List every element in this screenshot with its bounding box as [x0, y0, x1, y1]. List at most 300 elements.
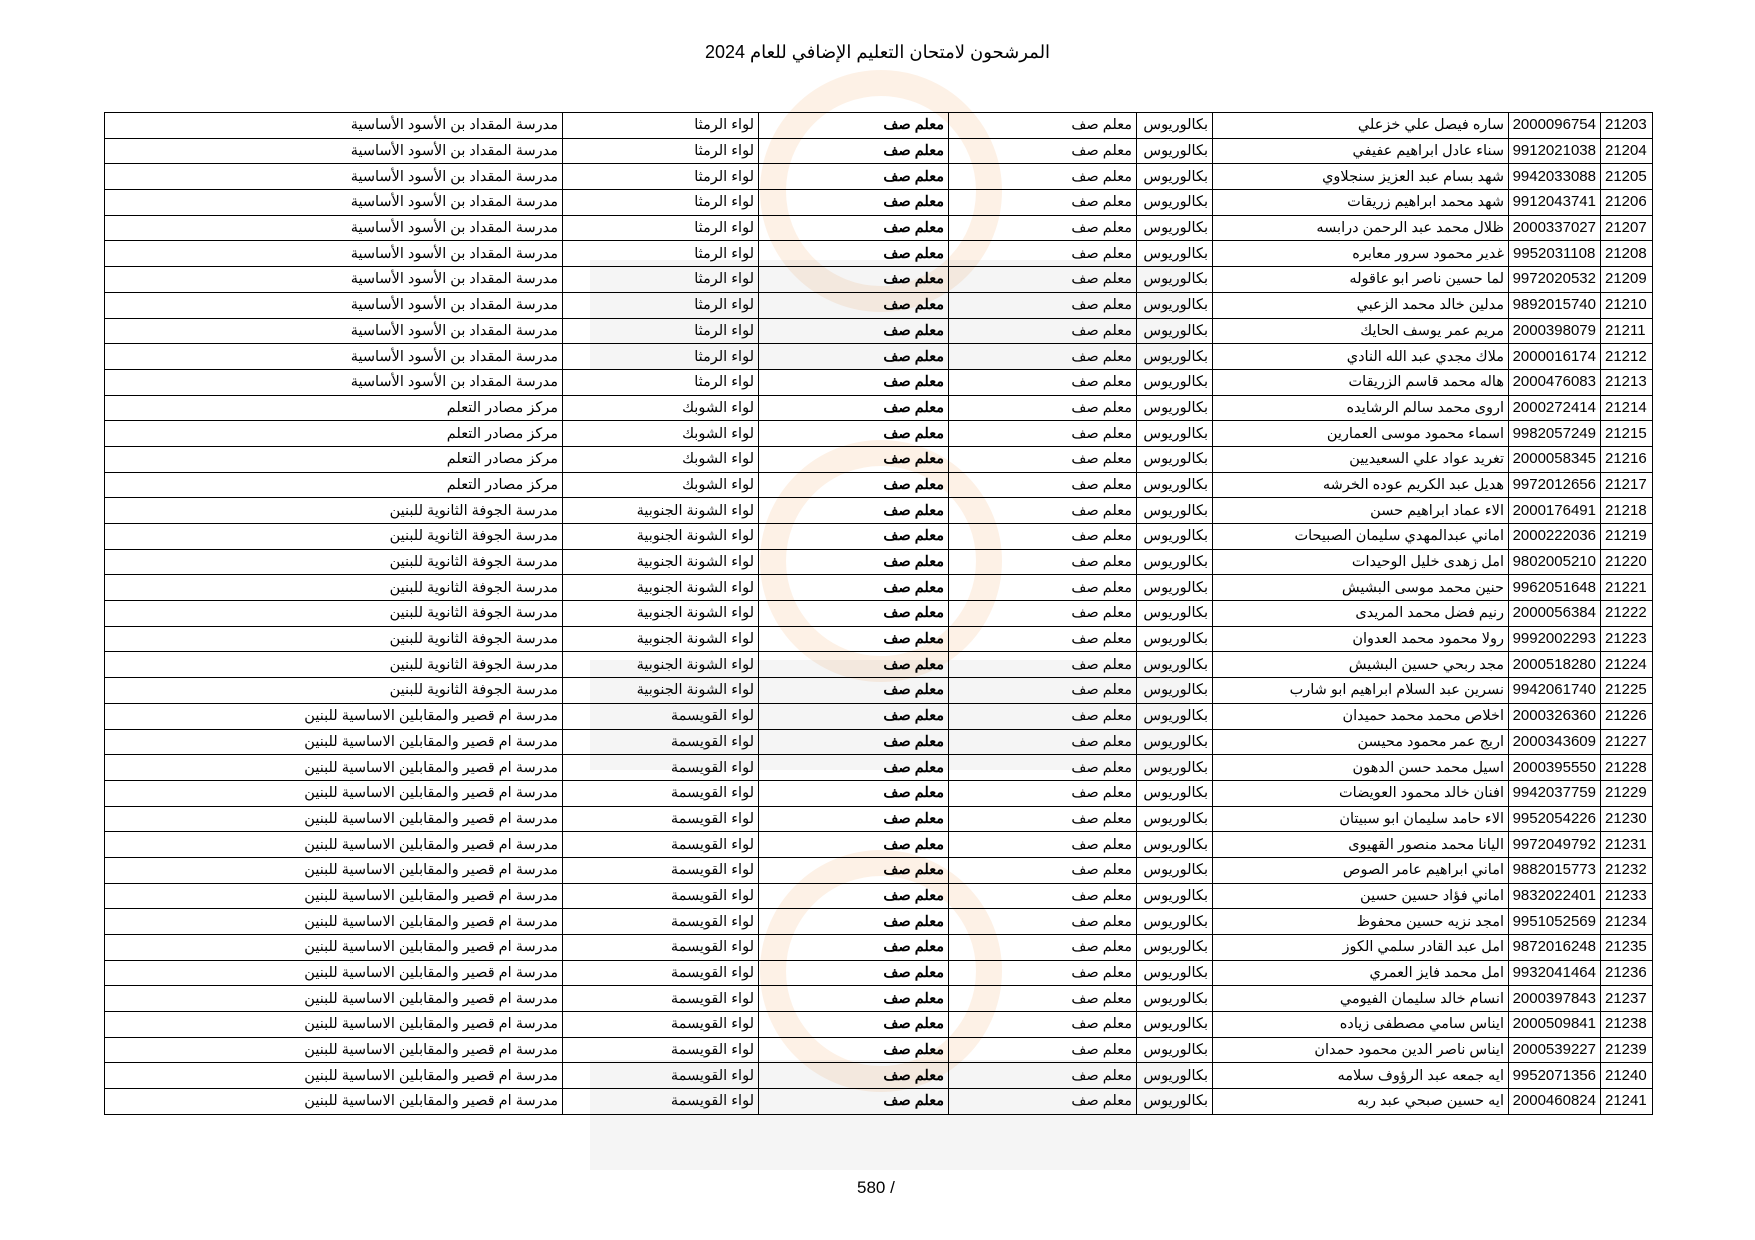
- national-id-cell: 2000326360: [1509, 703, 1601, 729]
- district-cell: لواء القويسمة: [563, 703, 759, 729]
- exam-center-cell: مدرسة المقداد بن الأسود الأساسية: [105, 215, 563, 241]
- exam-center-cell: مدرسة الجوفة الثانوية للبنين: [105, 678, 563, 704]
- specialization-cell: معلم صف: [949, 241, 1137, 267]
- degree-cell: بكالوريوس: [1137, 935, 1213, 961]
- seat-number-cell: 21239: [1601, 1037, 1653, 1063]
- district-cell: لواء الرمثا: [563, 344, 759, 370]
- district-cell: لواء الشونة الجنوبية: [563, 601, 759, 627]
- exam-center-cell: مركز مصادر التعلم: [105, 421, 563, 447]
- table-row: [105, 729, 1653, 755]
- district-cell: لواء الشونة الجنوبية: [563, 626, 759, 652]
- degree-cell: بكالوريوس: [1137, 318, 1213, 344]
- exam-center-cell: مدرسة ام قصير والمقابلين الاساسية للبنين: [105, 780, 563, 806]
- exam-subject-cell: معلم صف: [759, 703, 949, 729]
- degree-cell: بكالوريوس: [1137, 292, 1213, 318]
- exam-center-cell: مدرسة ام قصير والمقابلين الاساسية للبنين: [105, 883, 563, 909]
- degree-cell: بكالوريوس: [1137, 832, 1213, 858]
- district-cell: لواء الشونة الجنوبية: [563, 498, 759, 524]
- exam-center-cell: مدرسة الجوفة الثانوية للبنين: [105, 575, 563, 601]
- district-cell: لواء القويسمة: [563, 1089, 759, 1115]
- specialization-cell: معلم صف: [949, 1037, 1137, 1063]
- specialization-cell: معلم صف: [949, 626, 1137, 652]
- exam-center-cell: مدرسة ام قصير والمقابلين الاساسية للبنين: [105, 832, 563, 858]
- national-id-cell: 2000539227: [1509, 1037, 1601, 1063]
- seat-number-cell: 21222: [1601, 601, 1653, 627]
- degree-cell: بكالوريوس: [1137, 909, 1213, 935]
- candidate-name-cell: اماني ابراهيم عامر الصوص: [1213, 857, 1509, 883]
- seat-number-cell: 21208: [1601, 241, 1653, 267]
- table-row: [105, 780, 1653, 806]
- degree-cell: بكالوريوس: [1137, 986, 1213, 1012]
- exam-center-cell: مدرسة ام قصير والمقابلين الاساسية للبنين: [105, 1063, 563, 1089]
- seat-number-cell: 21229: [1601, 780, 1653, 806]
- specialization-cell: معلم صف: [949, 960, 1137, 986]
- exam-subject-cell: معلم صف: [759, 549, 949, 575]
- national-id-cell: 2000096754: [1509, 113, 1601, 139]
- district-cell: لواء القويسمة: [563, 960, 759, 986]
- table-row: [105, 215, 1653, 241]
- specialization-cell: معلم صف: [949, 190, 1137, 216]
- national-id-cell: 9802005210: [1509, 549, 1601, 575]
- degree-cell: بكالوريوس: [1137, 190, 1213, 216]
- degree-cell: بكالوريوس: [1137, 729, 1213, 755]
- table-row: [105, 267, 1653, 293]
- specialization-cell: معلم صف: [949, 549, 1137, 575]
- district-cell: لواء الرمثا: [563, 267, 759, 293]
- table-row: [105, 1037, 1653, 1063]
- seat-number-cell: 21209: [1601, 267, 1653, 293]
- seat-number-cell: 21217: [1601, 472, 1653, 498]
- exam-center-cell: مدرسة الجوفة الثانوية للبنين: [105, 498, 563, 524]
- exam-center-cell: مدرسة ام قصير والمقابلين الاساسية للبنين: [105, 909, 563, 935]
- seat-number-cell: 21227: [1601, 729, 1653, 755]
- degree-cell: بكالوريوس: [1137, 806, 1213, 832]
- degree-cell: بكالوريوس: [1137, 703, 1213, 729]
- seat-number-cell: 21230: [1601, 806, 1653, 832]
- specialization-cell: معلم صف: [949, 498, 1137, 524]
- seat-number-cell: 21233: [1601, 883, 1653, 909]
- exam-center-cell: مدرسة المقداد بن الأسود الأساسية: [105, 113, 563, 139]
- exam-subject-cell: معلم صف: [759, 472, 949, 498]
- national-id-cell: 9912021038: [1509, 138, 1601, 164]
- degree-cell: بكالوريوس: [1137, 498, 1213, 524]
- candidates-table: [104, 112, 1653, 1115]
- specialization-cell: معلم صف: [949, 472, 1137, 498]
- exam-center-cell: مدرسة المقداد بن الأسود الأساسية: [105, 292, 563, 318]
- seat-number-cell: 21232: [1601, 857, 1653, 883]
- exam-subject-cell: معلم صف: [759, 832, 949, 858]
- national-id-cell: 2000460824: [1509, 1089, 1601, 1115]
- district-cell: لواء الرمثا: [563, 318, 759, 344]
- exam-center-cell: مدرسة الجوفة الثانوية للبنين: [105, 601, 563, 627]
- national-id-cell: 2000395550: [1509, 755, 1601, 781]
- district-cell: لواء الرمثا: [563, 241, 759, 267]
- exam-center-cell: مدرسة الجوفة الثانوية للبنين: [105, 524, 563, 550]
- candidate-name-cell: امل زهدى خليل الوحيدات: [1213, 549, 1509, 575]
- exam-center-cell: مركز مصادر التعلم: [105, 472, 563, 498]
- exam-center-cell: مركز مصادر التعلم: [105, 446, 563, 472]
- seat-number-cell: 21212: [1601, 344, 1653, 370]
- national-id-cell: 9912043741: [1509, 190, 1601, 216]
- national-id-cell: 9982057249: [1509, 421, 1601, 447]
- national-id-cell: 9952054226: [1509, 806, 1601, 832]
- exam-subject-cell: معلم صف: [759, 960, 949, 986]
- exam-subject-cell: معلم صف: [759, 626, 949, 652]
- candidate-name-cell: حنين محمد موسى البشيش: [1213, 575, 1509, 601]
- seat-number-cell: 21223: [1601, 626, 1653, 652]
- exam-center-cell: مدرسة ام قصير والمقابلين الاساسية للبنين: [105, 729, 563, 755]
- candidate-name-cell: مجد ربحي حسين البشيش: [1213, 652, 1509, 678]
- exam-subject-cell: معلم صف: [759, 241, 949, 267]
- district-cell: لواء القويسمة: [563, 1012, 759, 1038]
- exam-subject-cell: معلم صف: [759, 344, 949, 370]
- district-cell: لواء القويسمة: [563, 857, 759, 883]
- exam-subject-cell: معلم صف: [759, 1063, 949, 1089]
- table-row: [105, 678, 1653, 704]
- national-id-cell: 9952031108: [1509, 241, 1601, 267]
- seat-number-cell: 21238: [1601, 1012, 1653, 1038]
- seat-number-cell: 21221: [1601, 575, 1653, 601]
- candidate-name-cell: لما حسين ناصر ابو عاقوله: [1213, 267, 1509, 293]
- degree-cell: بكالوريوس: [1137, 395, 1213, 421]
- table-row: [105, 626, 1653, 652]
- specialization-cell: معلم صف: [949, 395, 1137, 421]
- exam-center-cell: مدرسة ام قصير والمقابلين الاساسية للبنين: [105, 1012, 563, 1038]
- exam-center-cell: مدرسة المقداد بن الأسود الأساسية: [105, 190, 563, 216]
- exam-center-cell: مدرسة ام قصير والمقابلين الاساسية للبنين: [105, 755, 563, 781]
- specialization-cell: معلم صف: [949, 601, 1137, 627]
- exam-subject-cell: معلم صف: [759, 318, 949, 344]
- exam-subject-cell: معلم صف: [759, 190, 949, 216]
- national-id-cell: 2000343609: [1509, 729, 1601, 755]
- specialization-cell: معلم صف: [949, 1063, 1137, 1089]
- exam-center-cell: مدرسة المقداد بن الأسود الأساسية: [105, 369, 563, 395]
- national-id-cell: 9962051648: [1509, 575, 1601, 601]
- candidate-name-cell: مريم عمر يوسف الحايك: [1213, 318, 1509, 344]
- candidate-name-cell: ايناس سامي مصطفى زياده: [1213, 1012, 1509, 1038]
- table-row: [105, 524, 1653, 550]
- national-id-cell: 9992002293: [1509, 626, 1601, 652]
- specialization-cell: معلم صف: [949, 164, 1137, 190]
- national-id-cell: 9942061740: [1509, 678, 1601, 704]
- degree-cell: بكالوريوس: [1137, 1089, 1213, 1115]
- national-id-cell: 2000397843: [1509, 986, 1601, 1012]
- candidate-name-cell: ايه حسين صبحي عبد ربه: [1213, 1089, 1509, 1115]
- specialization-cell: معلم صف: [949, 215, 1137, 241]
- seat-number-cell: 21219: [1601, 524, 1653, 550]
- exam-subject-cell: معلم صف: [759, 215, 949, 241]
- degree-cell: بكالوريوس: [1137, 780, 1213, 806]
- national-id-cell: 9972020532: [1509, 267, 1601, 293]
- seat-number-cell: 21213: [1601, 369, 1653, 395]
- national-id-cell: 9942037759: [1509, 780, 1601, 806]
- exam-subject-cell: معلم صف: [759, 1089, 949, 1115]
- candidate-name-cell: اريج عمر محمود محيسن: [1213, 729, 1509, 755]
- exam-center-cell: مدرسة ام قصير والمقابلين الاساسية للبنين: [105, 935, 563, 961]
- district-cell: لواء القويسمة: [563, 729, 759, 755]
- national-id-cell: 2000509841: [1509, 1012, 1601, 1038]
- national-id-cell: 9872016248: [1509, 935, 1601, 961]
- degree-cell: بكالوريوس: [1137, 1063, 1213, 1089]
- exam-subject-cell: معلم صف: [759, 678, 949, 704]
- exam-subject-cell: معلم صف: [759, 935, 949, 961]
- specialization-cell: معلم صف: [949, 678, 1137, 704]
- table-row: [105, 344, 1653, 370]
- district-cell: لواء الرمثا: [563, 164, 759, 190]
- degree-cell: بكالوريوس: [1137, 1037, 1213, 1063]
- candidate-name-cell: امل عبد القادر سلمي الكوز: [1213, 935, 1509, 961]
- exam-center-cell: مدرسة المقداد بن الأسود الأساسية: [105, 344, 563, 370]
- exam-center-cell: مدرسة ام قصير والمقابلين الاساسية للبنين: [105, 960, 563, 986]
- specialization-cell: معلم صف: [949, 1089, 1137, 1115]
- district-cell: لواء القويسمة: [563, 755, 759, 781]
- table-row: [105, 164, 1653, 190]
- candidate-name-cell: امجد نزيه حسين محفوظ: [1213, 909, 1509, 935]
- candidate-name-cell: ملاك مجدي عبد الله النادي: [1213, 344, 1509, 370]
- seat-number-cell: 21214: [1601, 395, 1653, 421]
- national-id-cell: 9952071356: [1509, 1063, 1601, 1089]
- specialization-cell: معلم صف: [949, 806, 1137, 832]
- exam-center-cell: مدرسة المقداد بن الأسود الأساسية: [105, 138, 563, 164]
- table-row: [105, 446, 1653, 472]
- degree-cell: بكالوريوس: [1137, 601, 1213, 627]
- specialization-cell: معلم صف: [949, 935, 1137, 961]
- table-row: [105, 1063, 1653, 1089]
- candidate-name-cell: نسرين عبد السلام ابراهيم ابو شارب: [1213, 678, 1509, 704]
- candidate-name-cell: هديل عبد الكريم عوده الخرشه: [1213, 472, 1509, 498]
- degree-cell: بكالوريوس: [1137, 626, 1213, 652]
- table-row: [105, 498, 1653, 524]
- table-row: [105, 986, 1653, 1012]
- national-id-cell: 2000058345: [1509, 446, 1601, 472]
- specialization-cell: معلم صف: [949, 267, 1137, 293]
- exam-subject-cell: معلم صف: [759, 369, 949, 395]
- specialization-cell: معلم صف: [949, 421, 1137, 447]
- exam-subject-cell: معلم صف: [759, 164, 949, 190]
- table-row: [105, 909, 1653, 935]
- district-cell: لواء الشونة الجنوبية: [563, 549, 759, 575]
- district-cell: لواء الرمثا: [563, 113, 759, 139]
- table-row: [105, 1012, 1653, 1038]
- degree-cell: بكالوريوس: [1137, 575, 1213, 601]
- table-row: [105, 369, 1653, 395]
- table-row: [105, 190, 1653, 216]
- exam-center-cell: مدرسة ام قصير والمقابلين الاساسية للبنين: [105, 1037, 563, 1063]
- district-cell: لواء القويسمة: [563, 832, 759, 858]
- degree-cell: بكالوريوس: [1137, 678, 1213, 704]
- table-row: [105, 857, 1653, 883]
- specialization-cell: معلم صف: [949, 318, 1137, 344]
- exam-center-cell: مدرسة المقداد بن الأسود الأساسية: [105, 318, 563, 344]
- candidate-name-cell: انسام خالد سليمان الفيومي: [1213, 986, 1509, 1012]
- exam-subject-cell: معلم صف: [759, 575, 949, 601]
- district-cell: لواء الشونة الجنوبية: [563, 652, 759, 678]
- specialization-cell: معلم صف: [949, 1012, 1137, 1038]
- degree-cell: بكالوريوس: [1137, 960, 1213, 986]
- seat-number-cell: 21237: [1601, 986, 1653, 1012]
- district-cell: لواء القويسمة: [563, 806, 759, 832]
- district-cell: لواء القويسمة: [563, 909, 759, 935]
- exam-subject-cell: معلم صف: [759, 446, 949, 472]
- exam-center-cell: مدرسة ام قصير والمقابلين الاساسية للبنين: [105, 857, 563, 883]
- table-row: [105, 138, 1653, 164]
- exam-center-cell: مدرسة الجوفة الثانوية للبنين: [105, 626, 563, 652]
- table-row: [105, 241, 1653, 267]
- candidate-name-cell: مدلين خالد محمد الزعبي: [1213, 292, 1509, 318]
- national-id-cell: 2000337027: [1509, 215, 1601, 241]
- candidate-name-cell: اروى محمد سالم الرشايده: [1213, 395, 1509, 421]
- exam-subject-cell: معلم صف: [759, 652, 949, 678]
- district-cell: لواء الشونة الجنوبية: [563, 575, 759, 601]
- table-row: [105, 960, 1653, 986]
- specialization-cell: معلم صف: [949, 344, 1137, 370]
- candidate-name-cell: ايناس ناصر الدين محمود حمدان: [1213, 1037, 1509, 1063]
- specialization-cell: معلم صف: [949, 857, 1137, 883]
- table-row: [105, 652, 1653, 678]
- candidate-name-cell: تغريد عواد علي السعيديين: [1213, 446, 1509, 472]
- exam-center-cell: مدرسة الجوفة الثانوية للبنين: [105, 652, 563, 678]
- national-id-cell: 9932041464: [1509, 960, 1601, 986]
- seat-number-cell: 21241: [1601, 1089, 1653, 1115]
- national-id-cell: 9972049792: [1509, 832, 1601, 858]
- table-row: [105, 292, 1653, 318]
- candidate-name-cell: سناء عادل ابراهيم عفيفي: [1213, 138, 1509, 164]
- national-id-cell: 9951052569: [1509, 909, 1601, 935]
- specialization-cell: معلم صف: [949, 113, 1137, 139]
- candidate-name-cell: رنيم فضل محمد المريدى: [1213, 601, 1509, 627]
- specialization-cell: معلم صف: [949, 292, 1137, 318]
- district-cell: لواء الرمثا: [563, 292, 759, 318]
- seat-number-cell: 21234: [1601, 909, 1653, 935]
- seat-number-cell: 21224: [1601, 652, 1653, 678]
- national-id-cell: 9942033088: [1509, 164, 1601, 190]
- seat-number-cell: 21236: [1601, 960, 1653, 986]
- page-number: 580 /: [857, 1178, 895, 1197]
- table-row: [105, 113, 1653, 139]
- exam-subject-cell: معلم صف: [759, 524, 949, 550]
- district-cell: لواء القويسمة: [563, 986, 759, 1012]
- district-cell: لواء الرمثا: [563, 369, 759, 395]
- table-row: [105, 935, 1653, 961]
- candidate-name-cell: شهد بسام عبد العزيز سنجلاوي: [1213, 164, 1509, 190]
- national-id-cell: 2000056384: [1509, 601, 1601, 627]
- seat-number-cell: 21205: [1601, 164, 1653, 190]
- degree-cell: بكالوريوس: [1137, 138, 1213, 164]
- seat-number-cell: 21206: [1601, 190, 1653, 216]
- degree-cell: بكالوريوس: [1137, 1012, 1213, 1038]
- degree-cell: بكالوريوس: [1137, 524, 1213, 550]
- exam-subject-cell: معلم صف: [759, 729, 949, 755]
- exam-subject-cell: معلم صف: [759, 986, 949, 1012]
- seat-number-cell: 21216: [1601, 446, 1653, 472]
- specialization-cell: معلم صف: [949, 703, 1137, 729]
- candidate-name-cell: اخلاص محمد محمد حميدان: [1213, 703, 1509, 729]
- district-cell: لواء القويسمة: [563, 1037, 759, 1063]
- table-row: [105, 755, 1653, 781]
- district-cell: لواء الشوبك: [563, 421, 759, 447]
- candidate-name-cell: ساره فيصل علي خزعلي: [1213, 113, 1509, 139]
- specialization-cell: معلم صف: [949, 138, 1137, 164]
- specialization-cell: معلم صف: [949, 883, 1137, 909]
- district-cell: لواء الشوبك: [563, 395, 759, 421]
- exam-subject-cell: معلم صف: [759, 601, 949, 627]
- degree-cell: بكالوريوس: [1137, 549, 1213, 575]
- specialization-cell: معلم صف: [949, 575, 1137, 601]
- seat-number-cell: 21226: [1601, 703, 1653, 729]
- candidate-name-cell: الاء حامد سليمان ابو سبيتان: [1213, 806, 1509, 832]
- seat-number-cell: 21218: [1601, 498, 1653, 524]
- national-id-cell: 9832022401: [1509, 883, 1601, 909]
- candidate-name-cell: اماني فؤاد حسين حسين: [1213, 883, 1509, 909]
- exam-subject-cell: معلم صف: [759, 292, 949, 318]
- candidate-name-cell: الاء عماد ابراهيم حسن: [1213, 498, 1509, 524]
- exam-subject-cell: معلم صف: [759, 883, 949, 909]
- exam-center-cell: مدرسة ام قصير والمقابلين الاساسية للبنين: [105, 703, 563, 729]
- degree-cell: بكالوريوس: [1137, 421, 1213, 447]
- district-cell: لواء القويسمة: [563, 935, 759, 961]
- degree-cell: بكالوريوس: [1137, 883, 1213, 909]
- seat-number-cell: 21207: [1601, 215, 1653, 241]
- exam-subject-cell: معلم صف: [759, 395, 949, 421]
- national-id-cell: 9882015773: [1509, 857, 1601, 883]
- exam-subject-cell: معلم صف: [759, 421, 949, 447]
- national-id-cell: 2000176491: [1509, 498, 1601, 524]
- seat-number-cell: 21215: [1601, 421, 1653, 447]
- exam-subject-cell: معلم صف: [759, 1012, 949, 1038]
- specialization-cell: معلم صف: [949, 832, 1137, 858]
- candidate-name-cell: افنان خالد محمود العويضات: [1213, 780, 1509, 806]
- table-row: [105, 883, 1653, 909]
- table-row: [105, 832, 1653, 858]
- exam-subject-cell: معلم صف: [759, 857, 949, 883]
- specialization-cell: معلم صف: [949, 780, 1137, 806]
- specialization-cell: معلم صف: [949, 652, 1137, 678]
- table-row: [105, 421, 1653, 447]
- exam-center-cell: مدرسة المقداد بن الأسود الأساسية: [105, 164, 563, 190]
- exam-subject-cell: معلم صف: [759, 138, 949, 164]
- candidate-name-cell: غدير محمود سرور معابره: [1213, 241, 1509, 267]
- exam-center-cell: مدرسة ام قصير والمقابلين الاساسية للبنين: [105, 986, 563, 1012]
- degree-cell: بكالوريوس: [1137, 755, 1213, 781]
- seat-number-cell: 21204: [1601, 138, 1653, 164]
- seat-number-cell: 21220: [1601, 549, 1653, 575]
- national-id-cell: 2000518280: [1509, 652, 1601, 678]
- exam-subject-cell: معلم صف: [759, 1037, 949, 1063]
- degree-cell: بكالوريوس: [1137, 267, 1213, 293]
- national-id-cell: 9972012656: [1509, 472, 1601, 498]
- national-id-cell: 2000398079: [1509, 318, 1601, 344]
- table-row: [105, 806, 1653, 832]
- degree-cell: بكالوريوس: [1137, 472, 1213, 498]
- exam-subject-cell: معلم صف: [759, 113, 949, 139]
- seat-number-cell: 21228: [1601, 755, 1653, 781]
- specialization-cell: معلم صف: [949, 524, 1137, 550]
- exam-center-cell: مدرسة ام قصير والمقابلين الاساسية للبنين: [105, 806, 563, 832]
- seat-number-cell: 21210: [1601, 292, 1653, 318]
- table-row: [105, 472, 1653, 498]
- candidate-name-cell: امل محمد فايز العمري: [1213, 960, 1509, 986]
- district-cell: لواء الشونة الجنوبية: [563, 524, 759, 550]
- specialization-cell: معلم صف: [949, 729, 1137, 755]
- candidate-name-cell: ايه جمعه عبد الرؤوف سلامه: [1213, 1063, 1509, 1089]
- specialization-cell: معلم صف: [949, 369, 1137, 395]
- national-id-cell: 9892015740: [1509, 292, 1601, 318]
- exam-subject-cell: معلم صف: [759, 909, 949, 935]
- page-title: المرشحون لامتحان التعليم الإضافي للعام 2024: [704, 42, 1051, 62]
- table-row: [105, 601, 1653, 627]
- seat-number-cell: 21203: [1601, 113, 1653, 139]
- degree-cell: بكالوريوس: [1137, 652, 1213, 678]
